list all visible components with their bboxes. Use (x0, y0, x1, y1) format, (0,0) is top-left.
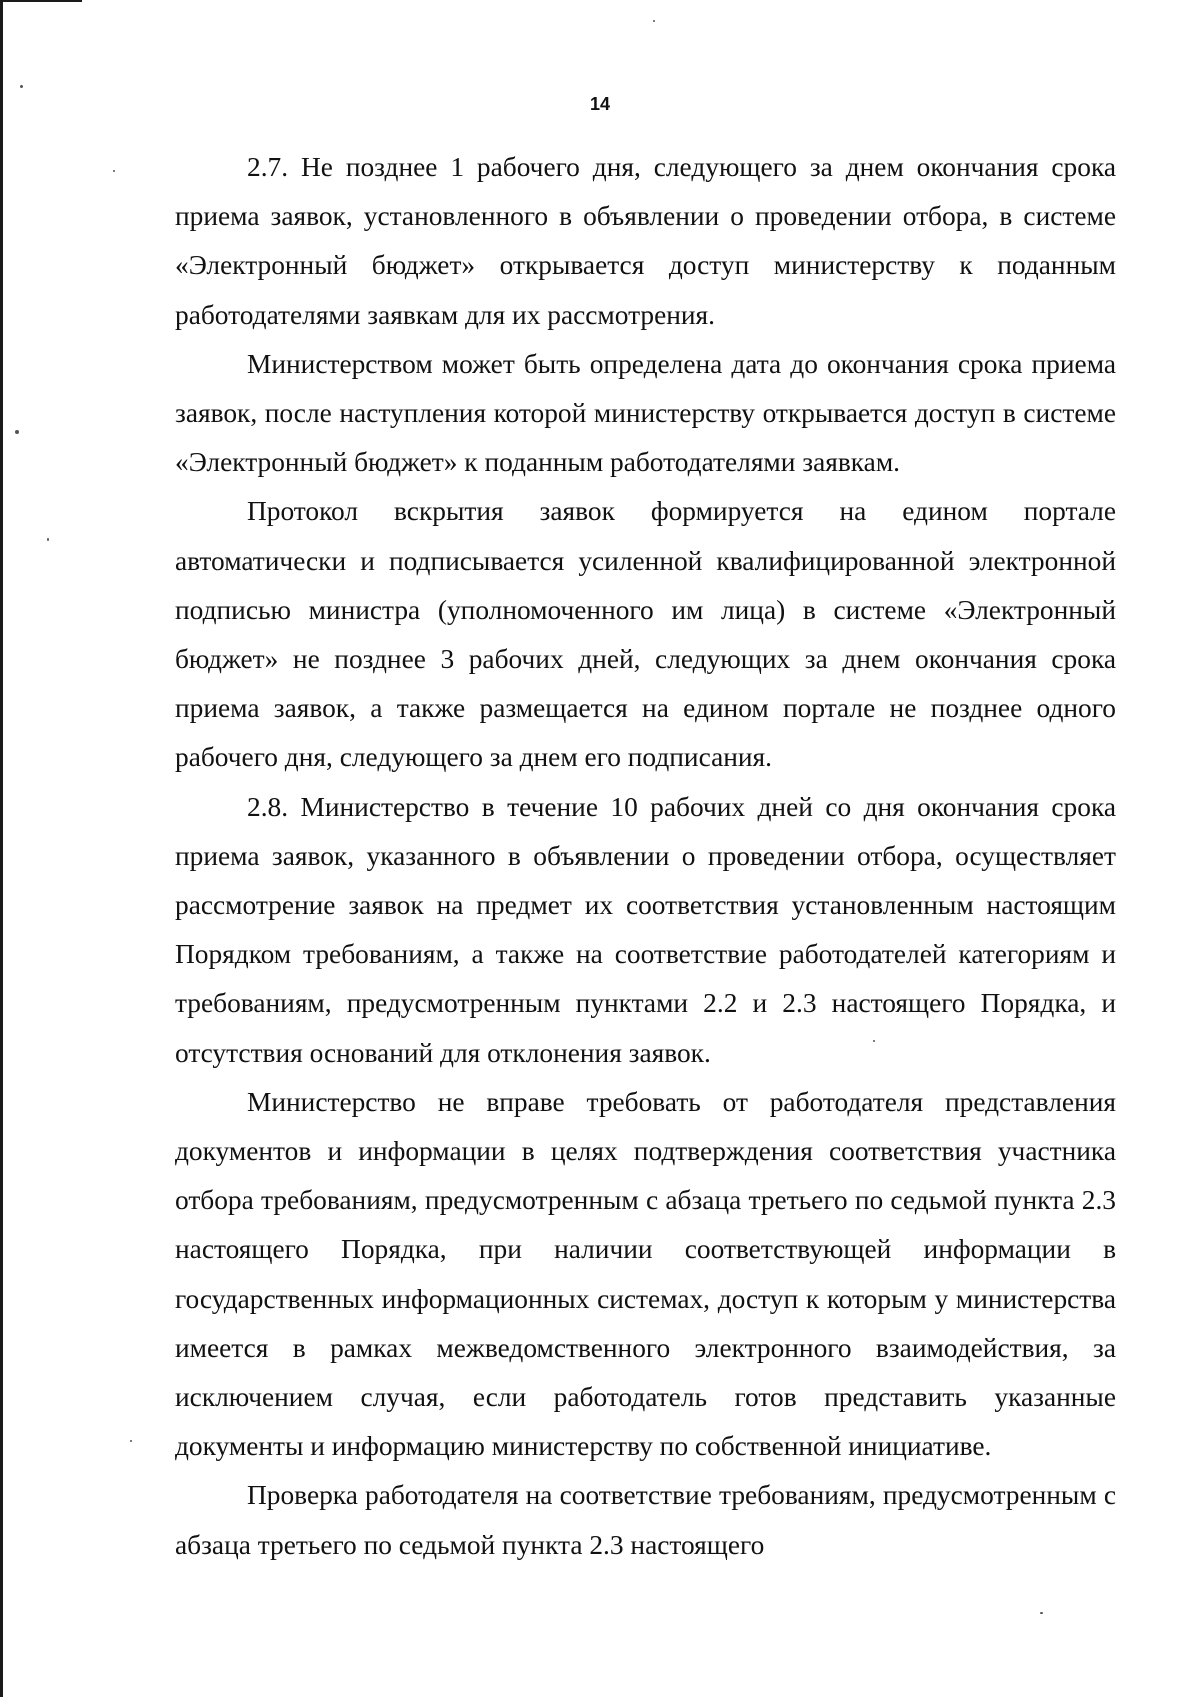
scan-speck (47, 538, 49, 541)
scan-speck (15, 430, 19, 434)
document-body (175, 143, 1116, 1570)
scan-speck (130, 1440, 132, 1442)
scan-top-mark (0, 0, 82, 2)
paragraph-date-definition: Министерством может быть определена дата до окончания срока приема заявок, после наступления которой министерству открывается доступ в системе «Электронный бюджет» к поданным работодателями заявкам. (175, 348, 1116, 478)
page-number: 14 (589, 94, 611, 114)
scan-speck (113, 170, 115, 172)
scan-edge-line (0, 0, 3, 1697)
paragraph-2-8: 2.8. Министерство в течение 10 рабочих дней со дня окончания срока приема заявок, указанного в объявлении о проведении отбора, осуществляет рассмотрение заявок на предмет их соответствия установленным настоящим Порядком требованиям, а также на соответствие работодателей категориям и требованиям, предусмотренным пунктами 2.2 и 2.3 настоящего Порядка, и отсутствия оснований для отклонения заявок. (175, 791, 1116, 1068)
scan-speck (873, 1040, 875, 1042)
scan-speck (1040, 1612, 1043, 1614)
scan-speck (20, 85, 23, 88)
paragraph-2-7: 2.7. Не позднее 1 рабочего дня, следующего за днем окончания срока приема заявок, установленного в объявлении о проведении отбора, в системе «Электронный бюджет» открывается доступ министерству к поданным работодателями заявкам для их рассмотрения. (175, 152, 1116, 330)
scan-speck (653, 20, 655, 22)
paragraph-employer-check: Проверка работодателя на соответствие требованиям, предусмотренным с абзаца третьего по седьмой пункта 2.3 настоящего (175, 1480, 1116, 1560)
paragraph-opening-protocol: Протокол вскрытия заявок формируется на едином портале автоматически и подписывается усиленной квалифицированной электронной подписью министра (уполномоченного им лица) в системе «Электронный бюджет» не позднее 3 рабочих дней, следующих за днем окончания срока приема заявок, а также размещается на едином портале не позднее одного рабочего дня, следующего за днем его подписания. (175, 496, 1116, 773)
paragraph-document-request: Министерство не вправе требовать от работодателя представления документов и информации в целях подтверждения соответствия участника отбора требованиям, предусмотренным с абзаца третьего по седьмой пункта 2.3 настоящего Порядка, при наличии соответствующей информации в государственных информационных системах, доступ к которым у министерства имеется в рамках межведомственного электронного взаимодействия, за исключением случая, если работодатель готов представить указанные документы и информацию министерству по собственной инициативе. (175, 1086, 1116, 1462)
